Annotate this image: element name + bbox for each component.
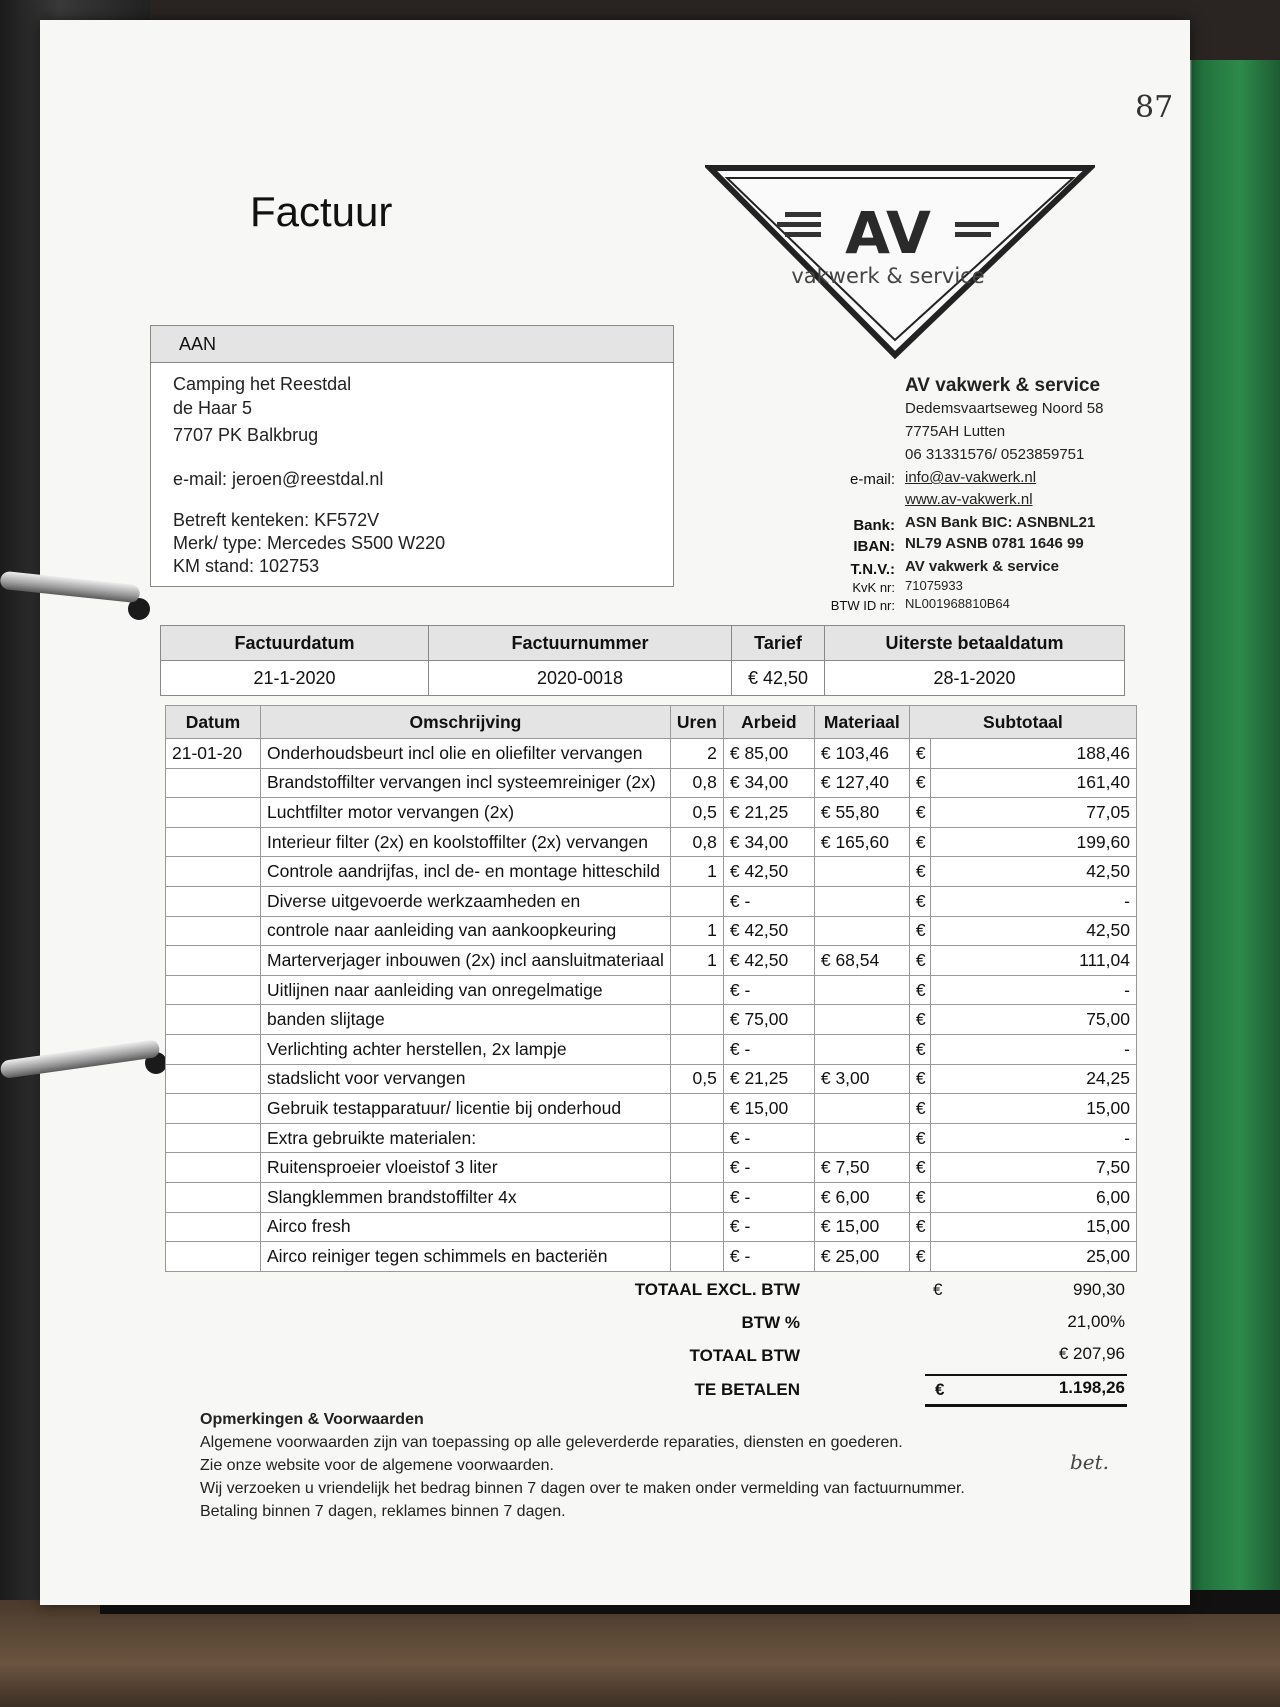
total-btw-label: TOTAAL BTW <box>689 1346 800 1365</box>
floor-background <box>0 1600 1280 1707</box>
company-btw-id: NL001968810B64 <box>905 596 1010 611</box>
row-hours <box>670 1005 723 1035</box>
total-btw-value: € 207,96 <box>1058 1344 1125 1363</box>
row-date <box>166 1242 261 1272</box>
row-material <box>814 857 909 887</box>
total-excl-value: 990,30 <box>1073 1280 1125 1299</box>
table-row <box>166 1123 1137 1153</box>
col-header-uren: Uren <box>670 706 723 739</box>
row-description: Interieur filter (2x) en koolstoffilter (2x) vervangen <box>261 827 671 857</box>
row-date <box>166 886 261 916</box>
company-kvk: 71075933 <box>905 578 963 593</box>
row-description: Verlichting achter herstellen, 2x lampje <box>261 1034 671 1064</box>
remarks-line: Zie onze website voor de algemene voorwaarden. <box>200 1457 554 1474</box>
company-email-label: e-mail: <box>849 471 895 488</box>
row-date <box>166 946 261 976</box>
total-excl-label: TOTAAL EXCL. BTW <box>634 1280 800 1299</box>
iban-label: IBAN: <box>853 538 895 555</box>
btw-id-label: BTW ID nr: <box>830 598 895 613</box>
company-city: 7775AH Lutten <box>905 423 1006 440</box>
table-row <box>166 739 1137 769</box>
table-row <box>166 1034 1137 1064</box>
to-pay-value: 1.198,26 <box>1058 1378 1125 1397</box>
row-date <box>166 1153 261 1183</box>
row-subtotal: 161,40 <box>930 768 1136 798</box>
row-material: € 25,00 <box>814 1242 909 1272</box>
total-excl-euro: € <box>933 1280 943 1299</box>
row-hours: 0,8 <box>670 827 723 857</box>
row-subtotal-euro: € <box>909 798 930 828</box>
row-subtotal-euro: € <box>909 1153 930 1183</box>
row-date <box>166 768 261 798</box>
tnv-label: T.N.V.: <box>850 561 895 578</box>
row-date <box>166 975 261 1005</box>
row-description: controle naar aanleiding van aankoopkeuring <box>261 916 671 946</box>
row-description: Extra gebruikte materialen: <box>261 1123 671 1153</box>
remarks-section <box>200 1408 965 1523</box>
table-row <box>166 768 1137 798</box>
row-subtotal-euro: € <box>909 1182 930 1212</box>
col-header-subtotaal: Subtotaal <box>909 706 1136 739</box>
row-subtotal-euro: € <box>909 857 930 887</box>
recipient-city: 7707 PK Balkbrug <box>173 425 319 445</box>
row-description: Luchtfilter motor vervangen (2x) <box>261 798 671 828</box>
row-material <box>814 1034 909 1064</box>
row-labor: € - <box>723 1242 814 1272</box>
table-row <box>166 916 1137 946</box>
row-hours <box>670 1153 723 1183</box>
row-subtotal: - <box>930 886 1136 916</box>
row-hours <box>670 1034 723 1064</box>
row-hours: 0,8 <box>670 768 723 798</box>
row-hours <box>670 1182 723 1212</box>
remarks-line: Wij verzoeken u vriendelijk het bedrag binnen 7 dagen over te maken onder vermelding van factuurnummer. <box>200 1480 965 1497</box>
table-row <box>166 1212 1137 1242</box>
row-date <box>166 1064 261 1094</box>
row-labor: € - <box>723 975 814 1005</box>
row-hours <box>670 1242 723 1272</box>
row-hours <box>670 1212 723 1242</box>
row-subtotal: 77,05 <box>930 798 1136 828</box>
row-material: € 3,00 <box>814 1064 909 1094</box>
row-hours: 0,5 <box>670 1064 723 1094</box>
table-row <box>166 946 1137 976</box>
info-header: Factuurnummer <box>429 626 732 661</box>
row-description: banden slijtage <box>261 1005 671 1035</box>
row-description: Slangklemmen brandstoffilter 4x <box>261 1182 671 1212</box>
row-date <box>166 1212 261 1242</box>
company-tnv: AV vakwerk & service <box>905 558 1059 575</box>
due-date: 28-1-2020 <box>825 661 1125 696</box>
row-labor: € - <box>723 886 814 916</box>
row-hours <box>670 1123 723 1153</box>
company-phone: 06 31331576/ 0523859751 <box>905 446 1085 463</box>
row-description: Airco reiniger tegen schimmels en bacteriën <box>261 1242 671 1272</box>
company-street: Dedemsvaartseweg Noord 58 <box>905 400 1104 417</box>
row-date <box>166 1123 261 1153</box>
row-subtotal: - <box>930 1123 1136 1153</box>
row-labor: € - <box>723 1182 814 1212</box>
row-labor: € - <box>723 1034 814 1064</box>
row-hours: 1 <box>670 857 723 887</box>
row-description: Airco fresh <box>261 1212 671 1242</box>
row-description: Diverse uitgevoerde werkzaamheden en <box>261 886 671 916</box>
row-subtotal: 7,50 <box>930 1153 1136 1183</box>
row-subtotal: 15,00 <box>930 1212 1136 1242</box>
row-material: € 68,54 <box>814 946 909 976</box>
to-pay-euro: € <box>935 1380 945 1399</box>
row-labor: € - <box>723 1123 814 1153</box>
row-subtotal: 199,60 <box>930 827 1136 857</box>
remarks-title: Opmerkingen & Voorwaarden <box>200 1411 424 1428</box>
row-labor: € 34,00 <box>723 768 814 798</box>
row-labor: € 42,50 <box>723 946 814 976</box>
row-hours: 2 <box>670 739 723 769</box>
row-material <box>814 916 909 946</box>
logo-mark: AV <box>845 199 931 267</box>
col-header-materiaal: Materiaal <box>814 706 909 739</box>
row-labor: € 21,25 <box>723 1064 814 1094</box>
row-subtotal-euro: € <box>909 739 930 769</box>
row-subtotal-euro: € <box>909 1094 930 1124</box>
kvk-label: KvK nr: <box>852 580 895 595</box>
row-subtotal-euro: € <box>909 886 930 916</box>
row-hours <box>670 886 723 916</box>
line-items-table <box>165 705 1137 1272</box>
recipient-street: de Haar 5 <box>173 398 253 418</box>
row-description: Onderhoudsbeurt incl olie en oliefilter vervangen <box>261 739 671 769</box>
row-material <box>814 886 909 916</box>
row-subtotal: 15,00 <box>930 1094 1136 1124</box>
row-date: 21-01-20 <box>166 739 261 769</box>
table-row <box>166 1153 1137 1183</box>
row-date <box>166 916 261 946</box>
row-material <box>814 1094 909 1124</box>
row-description: Marterverjager inbouwen (2x) incl aansluitmateriaal <box>261 946 671 976</box>
row-subtotal: - <box>930 975 1136 1005</box>
row-subtotal-euro: € <box>909 827 930 857</box>
table-row <box>166 1182 1137 1212</box>
row-material <box>814 1005 909 1035</box>
av-logo <box>705 160 1095 360</box>
handwritten-note: bet. <box>1070 1450 1110 1474</box>
row-date <box>166 798 261 828</box>
row-subtotal-euro: € <box>909 916 930 946</box>
row-date <box>166 827 261 857</box>
recipient-km: KM stand: 102753 <box>173 556 320 576</box>
row-date <box>166 1005 261 1035</box>
company-bank: ASN Bank BIC: ASNBNL21 <box>905 514 1096 531</box>
row-subtotal: 111,04 <box>930 946 1136 976</box>
row-date <box>166 1094 261 1124</box>
row-hours <box>670 1094 723 1124</box>
table-row <box>166 1064 1137 1094</box>
row-material: € 165,60 <box>814 827 909 857</box>
row-subtotal: 25,00 <box>930 1242 1136 1272</box>
table-row <box>166 1005 1137 1035</box>
row-labor: € 42,50 <box>723 916 814 946</box>
row-hours <box>670 975 723 1005</box>
bank-label: Bank: <box>853 517 895 534</box>
invoice-info-table <box>160 625 1125 696</box>
company-website-link[interactable]: www.av-vakwerk.nl <box>905 491 1033 508</box>
row-labor: € 75,00 <box>723 1005 814 1035</box>
row-subtotal-euro: € <box>909 1005 930 1035</box>
row-date <box>166 1182 261 1212</box>
col-header-datum: Datum <box>166 706 261 739</box>
row-material: € 127,40 <box>814 768 909 798</box>
recipient-header: AAN <box>151 326 673 363</box>
row-subtotal: - <box>930 1034 1136 1064</box>
table-row <box>166 857 1137 887</box>
row-description: stadslicht voor vervangen <box>261 1064 671 1094</box>
table-row <box>166 798 1137 828</box>
row-labor: € - <box>723 1153 814 1183</box>
handwritten-page-number: 87 <box>1135 90 1174 125</box>
company-iban: NL79 ASNB 0781 1646 99 <box>905 535 1084 552</box>
info-header: Tarief <box>732 626 825 661</box>
row-material <box>814 1123 909 1153</box>
row-material: € 6,00 <box>814 1182 909 1212</box>
row-subtotal: 6,00 <box>930 1182 1136 1212</box>
hourly-rate: € 42,50 <box>732 661 825 696</box>
row-description: Controle aandrijfas, incl de- en montage hitteschild <box>261 857 671 887</box>
invoice-page <box>40 20 1190 1605</box>
row-labor: € 85,00 <box>723 739 814 769</box>
table-row <box>166 1242 1137 1272</box>
row-material: € 55,80 <box>814 798 909 828</box>
logo-tagline: vakwerk & service <box>791 264 985 288</box>
row-subtotal-euro: € <box>909 1064 930 1094</box>
row-labor: € 34,00 <box>723 827 814 857</box>
row-description: Ruitensproeier vloeistof 3 liter <box>261 1153 671 1183</box>
table-row <box>166 975 1137 1005</box>
row-subtotal-euro: € <box>909 1242 930 1272</box>
row-labor: € 15,00 <box>723 1094 814 1124</box>
binder-cover <box>1180 60 1280 1600</box>
company-name: AV vakwerk & service <box>905 375 1101 396</box>
row-material: € 7,50 <box>814 1153 909 1183</box>
to-pay-label: TE BETALEN <box>694 1380 800 1399</box>
recipient-model: Merk/ type: Mercedes S500 W220 <box>173 533 446 553</box>
invoice-title: Factuur <box>250 188 393 235</box>
row-subtotal-euro: € <box>909 975 930 1005</box>
row-description: Gebruik testapparatuur/ licentie bij onderhoud <box>261 1094 671 1124</box>
row-labor: € 42,50 <box>723 857 814 887</box>
row-subtotal-euro: € <box>909 768 930 798</box>
row-subtotal: 42,50 <box>930 857 1136 887</box>
to-pay-underline <box>925 1404 1127 1407</box>
remarks-line: Betaling binnen 7 dagen, reklames binnen 7 dagen. <box>200 1503 566 1520</box>
row-date <box>166 857 261 887</box>
row-hours: 1 <box>670 946 723 976</box>
info-header: Uiterste betaaldatum <box>825 626 1125 661</box>
recipient-box <box>150 325 674 587</box>
row-hours: 0,5 <box>670 798 723 828</box>
invoice-number: 2020-0018 <box>429 661 732 696</box>
col-header-arbeid: Arbeid <box>723 706 814 739</box>
row-material <box>814 975 909 1005</box>
row-description: Brandstoffilter vervangen incl systeemreiniger (2x) <box>261 768 671 798</box>
recipient-plate: Betreft kenteken: KF572V <box>173 510 380 530</box>
row-subtotal: 188,46 <box>930 739 1136 769</box>
btw-pct-label: BTW % <box>741 1313 800 1332</box>
table-row <box>166 1094 1137 1124</box>
row-subtotal-euro: € <box>909 1034 930 1064</box>
col-header-omschrijving: Omschrijving <box>261 706 671 739</box>
table-row <box>166 886 1137 916</box>
btw-pct-value: 21,00% <box>1067 1312 1125 1331</box>
invoice-date: 21-1-2020 <box>161 661 429 696</box>
row-subtotal-euro: € <box>909 946 930 976</box>
row-material: € 103,46 <box>814 739 909 769</box>
recipient-name: Camping het Reestdal <box>173 374 352 394</box>
row-material: € 15,00 <box>814 1212 909 1242</box>
row-subtotal-euro: € <box>909 1212 930 1242</box>
company-email-link[interactable]: info@av-vakwerk.nl <box>905 469 1037 486</box>
row-subtotal: 42,50 <box>930 916 1136 946</box>
row-subtotal-euro: € <box>909 1123 930 1153</box>
row-labor: € - <box>723 1212 814 1242</box>
table-row <box>166 827 1137 857</box>
row-subtotal: 24,25 <box>930 1064 1136 1094</box>
row-date <box>166 1034 261 1064</box>
total-separator <box>925 1374 1127 1376</box>
row-labor: € 21,25 <box>723 798 814 828</box>
remarks-line: Algemene voorwaarden zijn van toepassing op alle geleverderde reparaties, diensten en goederen. <box>200 1434 903 1451</box>
row-description: Uitlijnen naar aanleiding van onregelmatige <box>261 975 671 1005</box>
info-header: Factuurdatum <box>161 626 429 661</box>
recipient-email: e-mail: jeroen@reestdal.nl <box>173 469 384 489</box>
row-hours: 1 <box>670 916 723 946</box>
row-subtotal: 75,00 <box>930 1005 1136 1035</box>
